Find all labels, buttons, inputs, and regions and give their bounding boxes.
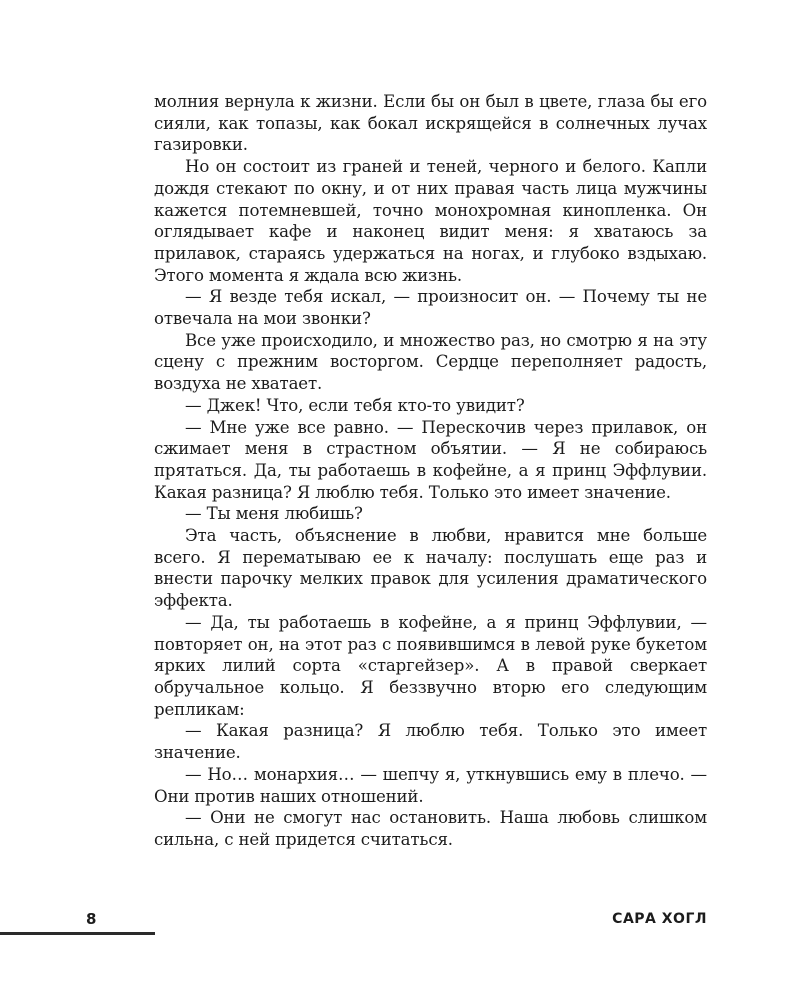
paragraph-2: Но он состоит из граней и теней, черного и белого. Капли дождя стекают по окну, и от них правая часть лица мужчины кажется потемневшей, точно монохромная кинопленка. Он оглядывает кафе и наконец видит меня: я хватаюсь за прилавок, стараясь удержаться на ногах, и глубоко вздыхаю. Этого момента я ждала всю жизнь. [154, 157, 707, 285]
paragraph-9: — Да, ты работаешь в кофейне, а я принц Эффлувии, — повторяет он, на этот раз с появившимся в левой руке букетом ярких лилий сорта «старгейзер». А в правой сверкает обручальное кольцо. Я беззвучно вторю его следующим репликам: [154, 612, 707, 719]
running-head-author: САРА ХОГЛ [612, 911, 707, 927]
paragraph-7: — Ты меня любишь? [185, 504, 363, 524]
page-number: 8 [86, 910, 97, 928]
paragraph-1: молния вернула к жизни. Если бы он был в цвете, глаза бы его сияли, как топазы, как бокал искрящейся в солнечных лучах газировки. [154, 92, 707, 155]
footer-rule [0, 932, 155, 935]
paragraph-6: — Мне уже все равно. — Перескочив через прилавок, он сжимает меня в страстном объятии. — Я не собираюсь прятаться. Да, ты работаешь в кофейне, а я принц Эффлувии. Какая разница? Я люблю тебя. Только это имеет значение. [154, 417, 707, 502]
body-text [154, 91, 707, 851]
paragraph-8: Эта часть, объяснение в любви, нравится мне больше всего. Я перематываю ее к началу: послушать еще раз и внести парочку мелких правок для усиления драматического эффекта. [154, 526, 707, 611]
paragraph-11: — Но… монархия… — шепчу я, уткнувшись ему в плечо. — Они против наших отношений. [154, 764, 707, 806]
paragraph-12: — Они не смогут нас остановить. Наша любовь слишком сильна, с ней придется считаться. [154, 808, 707, 849]
paragraph-10: — Какая разница? Я люблю тебя. Только это имеет значение. [154, 721, 707, 763]
paragraph-4: Все уже происходило, и множество раз, но смотрю я на эту сцену с прежним восторгом. Сердце переполняет радость, воздуха не хватает. [154, 330, 707, 394]
paragraph-3: — Я везде тебя искал, — произносит он. — Почему ты не отвечала на мои звонки? [154, 287, 707, 329]
paragraph-5: — Джек! Что, если тебя кто-то увидит? [185, 395, 525, 415]
